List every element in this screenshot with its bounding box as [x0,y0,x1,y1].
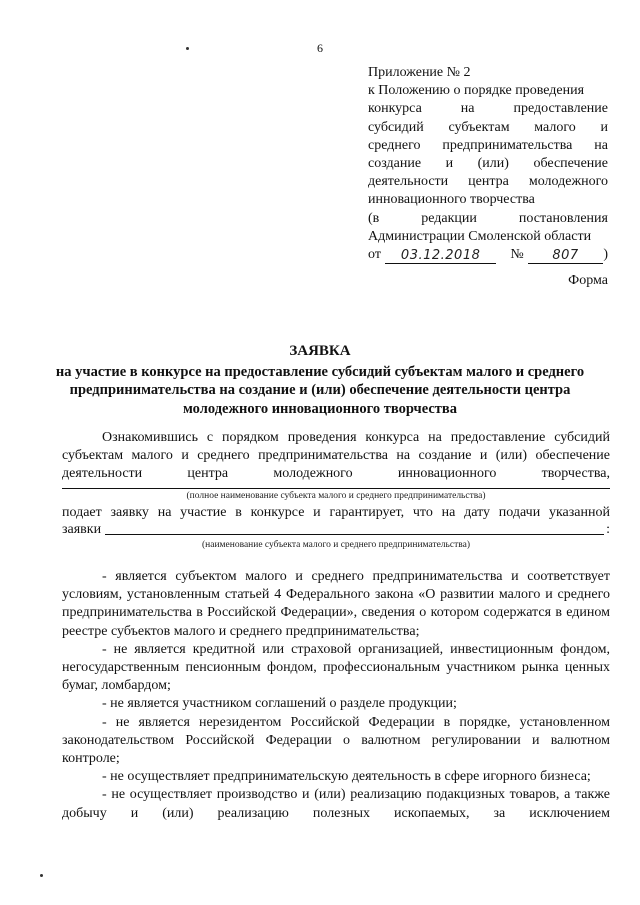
number-prefix: № [510,247,524,263]
appendix-line: инновационного творчества [368,192,535,208]
appendix-line: деятельности центра молодежного [368,174,608,190]
appendix-line: Приложение № 2 [368,65,471,80]
appendix-block [368,64,608,264]
appendix-line: к Положению о порядке проведения [368,83,585,99]
list-item: - не осуществляет предпринимательскую деятельность в сфере игорного бизнеса; [102,769,591,785]
zayavki-label: заявки [62,522,102,537]
title-subtitle: на участие в конкурсе на предоставление субсидий субъектам малого и среднего предпринимательства на создание и (или) обеспечение деятельности центра молодежного инновационного творчества [55,363,585,417]
appendix-line: конкурса на предоставление [368,101,608,117]
page-number: 6 [317,41,323,55]
scan-speck [40,874,43,877]
handwritten-number: 807 [528,248,604,264]
list-item: - является субъектом малого и среднего предпринимательства и соответствует условиям, установленным статьей 4 Федерального закона «О развитии малого и среднего предпринимательства в Российской Федерации», сведения о котором содержатся в едином реестре субъектов малого и среднего предпринимательства; [62,569,610,639]
appendix-line: (в редакции постановления [368,210,608,226]
zayavki-row [62,522,610,538]
conditions-list [62,568,610,823]
list-item: - не является участником соглашений о разделе продукции; [102,696,457,712]
appendix-line: субсидий субъектам малого и [368,119,608,135]
hint-full-name: (полное наименование субъекта малого и среднего предпринимательства) [186,491,486,501]
list-item: - не является кредитной или страховой организацией, инвестиционным фондом, негосударственным пенсионным фондом, профессиональным участником рынка ценных бумаг, ломбардом; [62,641,610,694]
list-item: - не является нерезидентом Российской Федерации в порядке, установленном законодательством Российской Федерации о валютном регулировании и валютном контроле; [62,714,610,767]
appendix-line: среднего предпринимательства на [368,137,608,153]
appendix-line: создание и (или) обеспечение [368,156,608,172]
title-main: ЗАЯВКА [289,343,351,359]
intro-paragraph: Ознакомившись с порядком проведения конкурса на предоставление субсидий субъектам малого и среднего предпринимательства на создание и (или) обеспечение деятельности центра молодежного инновационного творчества, [62,430,610,482]
document-title [40,342,600,418]
applicant-name-line[interactable] [62,488,610,489]
submits-paragraph: подает заявку на участие в конкурсе и гарантирует, что на дату подачи указанной [62,505,610,520]
hint-name: (наименование субъекта малого и среднего предпринимательства) [201,540,470,550]
date-prefix: от [368,247,381,263]
list-item: - не осуществляет производство и (или) реализацию подакцизных товаров, а также добычу и (или) реализацию полезных ископаемых, за исключением [62,787,610,821]
form-label: Форма [568,273,608,288]
colon: : [606,522,610,537]
handwritten-date: 03.12.2018 [385,248,496,264]
closing-paren: ) [603,247,608,263]
scan-speck [186,47,189,50]
applicant-short-name-line[interactable] [105,533,604,535]
appendix-line: Администрации Смоленской области [368,228,592,244]
appendix-date-row [368,246,608,264]
